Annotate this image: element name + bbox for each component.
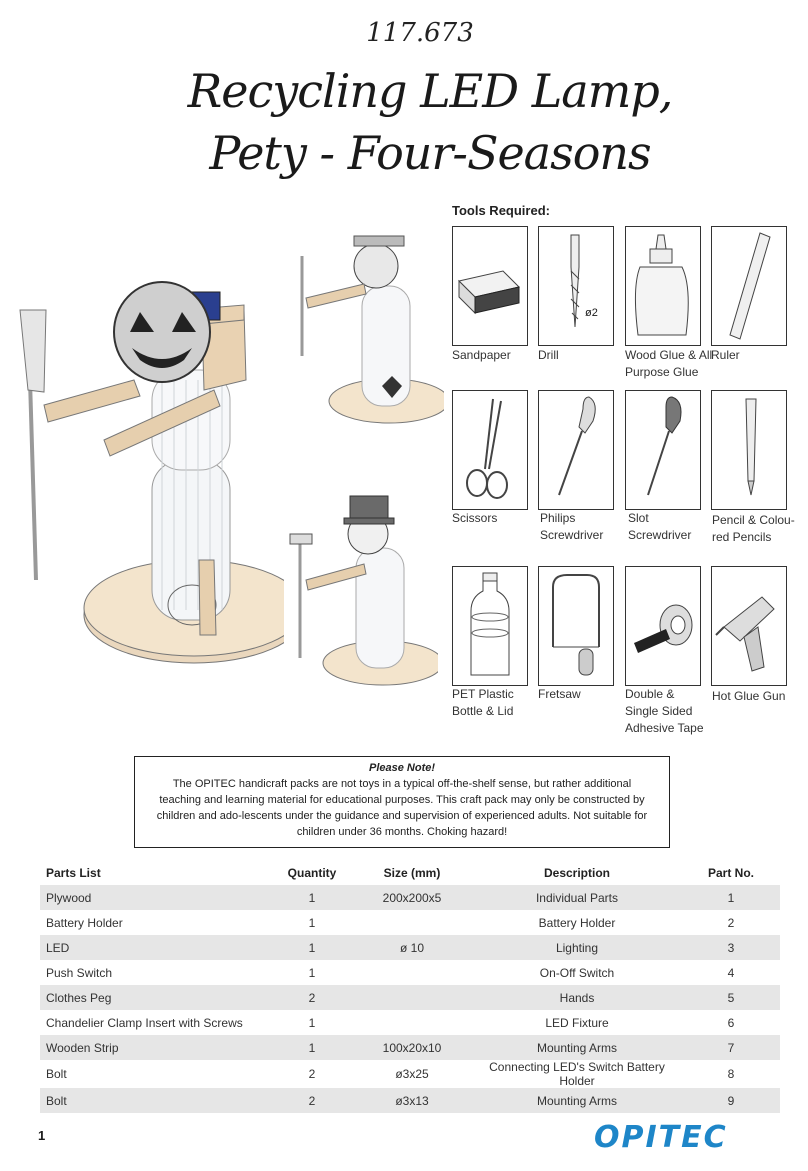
part-size — [352, 910, 472, 935]
part-size: ø 10 — [352, 935, 472, 960]
tool-box-glue — [625, 226, 701, 346]
tool-label-pencil: Pencil & Colou-red Pencils — [712, 513, 795, 544]
part-name: LED — [40, 935, 272, 960]
part-quantity: 2 — [272, 985, 352, 1010]
column-header-quantity: Quantity — [287, 866, 337, 880]
part-number: 4 — [727, 965, 735, 980]
glue-bottle-icon — [626, 227, 700, 345]
tool-label-bottle: PET Plastic Bottle & Lid — [452, 687, 514, 718]
tool-label-fretsaw: Fretsaw — [538, 687, 581, 701]
part-number: 5 — [682, 985, 780, 1010]
tool-label-scissors: Scissors — [452, 511, 498, 525]
pumpkin-lamp-illustration — [14, 260, 284, 680]
tool-box-slot — [625, 390, 701, 510]
part-number: 9 — [682, 1088, 780, 1113]
pet-bottle-icon — [453, 567, 527, 685]
article-number: 117.673 — [366, 18, 474, 48]
part-quantity: 1 — [308, 1015, 316, 1030]
column-header-size: Size (mm) — [383, 866, 441, 880]
hot-glue-gun-icon — [712, 567, 786, 685]
table-row — [40, 1088, 780, 1113]
part-quantity: 1 — [272, 885, 352, 910]
part-description: Mounting Arms — [472, 1088, 682, 1113]
tool-box-bottle — [452, 566, 528, 686]
phillips-screwdriver-icon — [539, 391, 613, 509]
part-name: Push Switch — [46, 965, 113, 980]
table-row — [40, 960, 780, 985]
tools-required-heading: Tools Required: — [452, 203, 550, 218]
title-line-1: Recycling LED Lamp, — [187, 64, 673, 118]
tool-box-gluegun — [711, 566, 787, 686]
parts-list-table — [40, 861, 780, 1113]
part-number: 8 — [727, 1067, 735, 1081]
part-name: Bolt — [40, 1088, 272, 1113]
scissors-icon — [453, 391, 527, 509]
part-number: 3 — [682, 935, 780, 960]
table-row — [40, 1060, 780, 1088]
pencil-icon — [712, 391, 786, 509]
part-description: Individual Parts — [472, 885, 682, 910]
part-quantity: 1 — [308, 915, 316, 930]
part-size: ø3x13 — [352, 1088, 472, 1113]
ruler-icon — [712, 227, 786, 345]
tool-label-slot: Slot Screwdriver — [628, 511, 692, 542]
opitec-logo: OPITEC — [594, 1120, 728, 1155]
part-size: ø3x25 — [395, 1067, 429, 1081]
safety-note — [134, 756, 670, 848]
column-header-part-no: Part No. — [707, 866, 754, 880]
winter-lamp-illustration-top — [294, 226, 444, 426]
part-name: Chandelier Clamp Insert with Screws — [46, 1015, 243, 1030]
part-description: Connecting LED's Switch Battery Holder — [489, 1060, 665, 1088]
parts-list-header-row — [40, 861, 780, 885]
part-size — [352, 985, 472, 1010]
part-number: 1 — [682, 885, 780, 910]
part-quantity: 2 — [272, 1088, 352, 1113]
tool-box-fretsaw — [538, 566, 614, 686]
part-number: 6 — [727, 1015, 735, 1030]
part-name: Clothes Peg — [40, 985, 272, 1010]
part-quantity: 1 — [308, 965, 316, 980]
part-quantity: 1 — [272, 1035, 352, 1060]
tool-label-ruler: Ruler — [711, 348, 740, 362]
drill-size-label: ø2 — [585, 307, 598, 319]
part-name: Battery Holder — [46, 915, 123, 930]
table-row — [40, 910, 780, 935]
title-line-2: Pety - Four-Seasons — [209, 126, 651, 180]
table-row — [40, 985, 780, 1010]
part-size: 200x200x5 — [352, 885, 472, 910]
part-quantity: 1 — [272, 935, 352, 960]
tool-box-scissors — [452, 390, 528, 510]
tool-box-pencil — [711, 390, 787, 510]
part-description: Hands — [472, 985, 682, 1010]
slot-screwdriver-icon — [626, 391, 700, 509]
part-name: Plywood — [40, 885, 272, 910]
safety-note-text: The OPITEC handicraft packs are not toys in a typical off-the-shelf sense, but rather additional teaching and learning material for educational purposes. This craft pack may only be constructed by children and ado-lescents under the guidance and supervision of experienced adults. Not suitable for children under 36 months. Choking hazard! — [156, 778, 648, 838]
fretsaw-icon — [539, 567, 613, 685]
part-description: Lighting — [472, 935, 682, 960]
column-header-description: Description — [543, 866, 610, 880]
tool-label-drill: Drill — [538, 348, 559, 362]
part-quantity: 2 — [308, 1067, 316, 1081]
tool-label-gluegun: Hot Glue Gun — [712, 689, 786, 703]
adhesive-tape-icon — [626, 567, 700, 685]
sandpaper-icon — [453, 227, 527, 345]
table-row — [40, 1010, 780, 1035]
page-number: 1 — [38, 1128, 46, 1143]
table-row — [40, 935, 780, 960]
safety-note-title: Please Note! — [368, 762, 436, 774]
tool-label-philips: Philips Screwdriver — [540, 511, 604, 542]
page-title — [150, 60, 710, 184]
table-row — [40, 885, 780, 910]
column-header-parts-list: Parts List — [46, 866, 101, 880]
tool-box-tape — [625, 566, 701, 686]
tool-box-philips — [538, 390, 614, 510]
part-size — [352, 960, 472, 985]
snowman-lamp-illustration — [288, 488, 438, 688]
part-name: Wooden Strip — [40, 1035, 272, 1060]
tool-box-drill — [538, 226, 614, 346]
part-description: Battery Holder — [538, 915, 616, 930]
part-description: LED Fixture — [545, 1015, 609, 1030]
tool-label-tape: Double & Single Sided Adhesive Tape — [625, 687, 704, 735]
part-number: 2 — [727, 915, 735, 930]
part-size: 100x20x10 — [352, 1035, 472, 1060]
drill-bit-icon — [539, 227, 613, 345]
part-size — [352, 1010, 472, 1035]
table-row — [40, 1035, 780, 1060]
part-description: On-Off Switch — [539, 965, 615, 980]
tool-box-ruler — [711, 226, 787, 346]
tool-box-sandpaper — [452, 226, 528, 346]
tool-label-sandpaper: Sandpaper — [452, 348, 511, 362]
part-name: Bolt — [46, 1067, 67, 1081]
part-number: 7 — [682, 1035, 780, 1060]
tool-label-glue: Wood Glue & All Purpose Glue — [625, 348, 713, 379]
part-description: Mounting Arms — [472, 1035, 682, 1060]
